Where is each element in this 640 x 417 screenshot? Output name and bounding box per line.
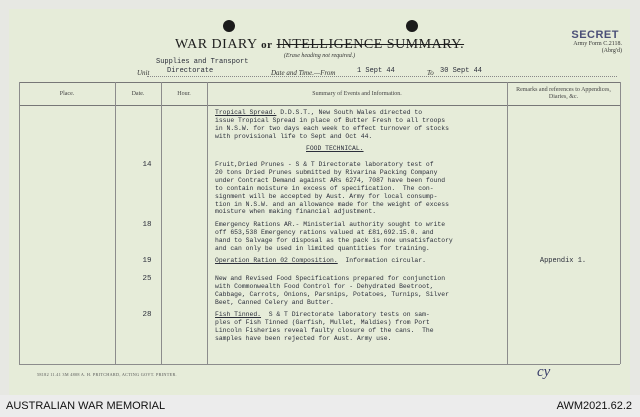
punch-hole-right [406, 20, 418, 32]
rule-place [115, 82, 116, 364]
entry-tropical-text: D.D.S.T., New South Wales directed to issue Tropical Spread in place of Butter Fresh to all troops in N.S.W. for two days each week to effect turnover of stocks with provisional life to Sept and Oct 44. [215, 109, 449, 140]
entry-food-specifications: New and Revised Food Specifications prepared for conjunction with Commonwealth Food Control for - Dehydrated Beetroot, Cabbage, Carrots, Onions, Parsnips, Potatoes, Turnips, Silver Beet, Canned Celery and Butter. [215, 275, 449, 306]
entry-operation-heading: Operation Ration 02 Composition. [215, 257, 338, 264]
table-header [19, 82, 620, 106]
punch-hole-left [223, 20, 235, 32]
entry-operation-ration [215, 257, 505, 265]
column-place: Place. [59, 91, 75, 97]
rule-hour [207, 82, 208, 364]
food-technical-label: FOOD TECHNICAL. [306, 145, 364, 152]
column-remarks: Remarks and references to Appendices, Diaries, &c. [516, 87, 611, 100]
appendix-reference: Appendix 1. [539, 257, 587, 265]
food-technical-heading [306, 145, 596, 153]
diary-sheet [9, 9, 630, 395]
entry-tropical-heading: Tropical Spread. [215, 109, 277, 116]
secret-stamp: SECRET [571, 29, 619, 41]
entry-tropical-spread [215, 109, 505, 141]
entry-fish-heading: Fish Tinned. [215, 311, 262, 318]
date-time-label: Date and Time.—From [271, 69, 336, 77]
date-to-label: To [427, 69, 434, 77]
unit-underline [147, 76, 617, 77]
column-summary: Summary of Events and Information. [312, 91, 402, 97]
entry-fish-tinned [215, 311, 505, 343]
title-intelligence-summary: INTELLIGENCE SUMMARY. [276, 37, 465, 52]
entry-fish-text: S & T Directorate laboratory tests on sam- ples of Fish Tinned (Garfish, Mullet, Maldies) from Port Lincoln Fisheries reveal faulty closure of the cans. The samples have been rejected for Aust. Army use. [215, 311, 434, 342]
page-title [9, 37, 630, 53]
column-date: Date. [131, 91, 145, 97]
date-from: 1 Sept 44 [357, 67, 395, 75]
footer-bar [0, 395, 640, 417]
date-to: 30 Sept 44 [440, 67, 483, 75]
rule-right [620, 82, 621, 364]
army-form-label [573, 41, 622, 55]
title-or: or [261, 39, 273, 51]
handwritten-initials: cy [537, 364, 551, 380]
date-28: 28 [142, 311, 152, 319]
date-18: 18 [142, 221, 152, 229]
rule-left [19, 82, 20, 364]
date-14: 14 [142, 161, 152, 169]
entry-emergency-rations: Emergency Rations AR.- Ministerial authority sought to write off 653,538 Emergency rations valued at £81,692.15.0. and hand to Salvage for disposal as the pack is now unsatisfactory and can only be used in limited quantities for training. [215, 221, 453, 252]
footer-accession-number: AWM2021.62.2 [556, 400, 632, 412]
rule-summary [507, 82, 508, 364]
date-25: 25 [142, 275, 152, 283]
footer-institution: AUSTRALIAN WAR MEMORIAL [6, 400, 166, 412]
title-war-diary: WAR DIARY [174, 37, 258, 52]
date-19: 19 [142, 257, 152, 265]
printer-imprint: 58182 11.41 3M 4808 A. H. PRITCHARD, ACTING GOVT. PRINTER. [37, 372, 177, 377]
unit-line-2: Directorate [167, 67, 214, 75]
column-hour: Hour. [177, 91, 191, 97]
army-form-sub: (Abrg'd) [601, 48, 622, 54]
unit-line-1: Supplies and Transport [156, 58, 249, 66]
rule-bottom [19, 364, 620, 365]
entry-dried-prunes: Fruit,Dried Prunes - S & T Directorate laboratory test of 20 tons Dried Prunes submitted by Rivarina Packing Company under Contract Demand against ARs 6274, 7087 have been found to contain moisture in excess of specification. The con- signment will be accepted by Aust. Army for local consump- tion in N.S.W. and an allowance made for the weight of excess moisture when making financial adjustment. [215, 161, 449, 216]
unit-label: Unit [137, 69, 150, 77]
title-subtitle: (Erase heading not required.) [283, 53, 356, 59]
entry-operation-text: Information circular. [337, 257, 426, 264]
army-form-number: Army Form C.2118. [573, 41, 622, 47]
